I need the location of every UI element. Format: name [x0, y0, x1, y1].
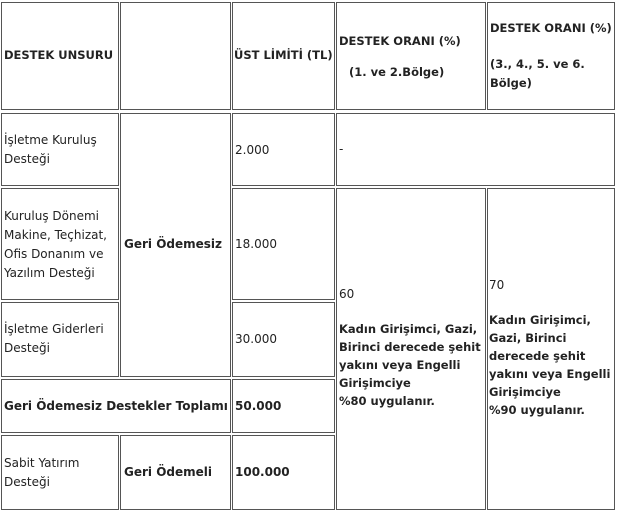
toplam-limit: 50.000 — [235, 399, 282, 413]
isletme-giderleri-name-2: Desteği — [4, 341, 50, 355]
isletme-kurulus-name-2: Desteği — [4, 152, 50, 166]
oran2-note-2: Gazi, Birinci — [489, 331, 567, 345]
oran1-note-5: %80 uygulanır. — [339, 394, 435, 408]
isletme-kurulus-oran-cell — [336, 113, 615, 186]
header-blank-cell — [120, 2, 231, 110]
header-oran2-region-2: Bölge) — [490, 76, 532, 90]
oran2-note-6: %90 uygulanır. — [489, 403, 585, 417]
header-oran1-cell — [336, 2, 486, 110]
isletme-giderleri-limit: 30.000 — [235, 332, 277, 346]
oran2-note-1: Kadın Girişimci, — [489, 313, 591, 327]
header-oran1-title: DESTEK ORANI (%) — [339, 34, 461, 48]
oran1-note-1: Kadın Girişimci, Gazi, — [339, 322, 478, 336]
kurulus-donemi-name-3: Ofis Donanım ve — [4, 247, 104, 261]
isletme-kurulus-limit: 2.000 — [235, 143, 270, 157]
oran1-note-3: yakını veya Engelli — [339, 358, 461, 372]
oran2-note-3: derecede şehit — [489, 349, 586, 363]
sabit-yatirim-limit: 100.000 — [235, 465, 290, 479]
header-ust-limit: ÜST LİMİTİ (TL) — [234, 48, 333, 62]
isletme-kurulus-oran: - — [339, 142, 344, 156]
oran2-note-5: Girişimciye — [489, 385, 561, 399]
oran2-value: 70 — [489, 278, 505, 292]
oran1-note-2: Birinci derecede şehit — [339, 340, 481, 354]
header-oran1-region: (1. ve 2.Bölge) — [349, 65, 445, 79]
isletme-giderleri-name-1: İşletme Giderleri — [4, 322, 104, 336]
sabit-yatirim-name-1: Sabit Yatırım — [4, 456, 80, 470]
sabit-yatirim-type: Geri Ödemeli — [124, 465, 212, 479]
oran2-note-4: yakını veya Engelli — [489, 367, 611, 381]
header-oran2-region-1: (3., 4., 5. ve 6. — [490, 57, 585, 71]
kurulus-donemi-name-4: Yazılım Desteği — [4, 266, 95, 280]
kurulus-donemi-name-1: Kuruluş Dönemi — [4, 209, 100, 223]
oran1-note-4: Girişimciye — [339, 376, 411, 390]
kurulus-donemi-limit: 18.000 — [235, 237, 277, 251]
oran1-value: 60 — [339, 287, 355, 301]
isletme-kurulus-name-1: İşletme Kuruluş — [4, 133, 97, 147]
geri-odemesiz-label: Geri Ödemesiz — [124, 237, 223, 251]
kurulus-donemi-name-2: Makine, Teçhizat, — [4, 228, 107, 242]
header-oran2-title: DESTEK ORANI (%) — [490, 21, 612, 35]
header-unsur: DESTEK UNSURU — [4, 48, 114, 62]
toplam-name: Geri Ödemesiz Destekler Toplamı — [4, 399, 228, 413]
sabit-yatirim-name-2: Desteği — [4, 475, 50, 489]
